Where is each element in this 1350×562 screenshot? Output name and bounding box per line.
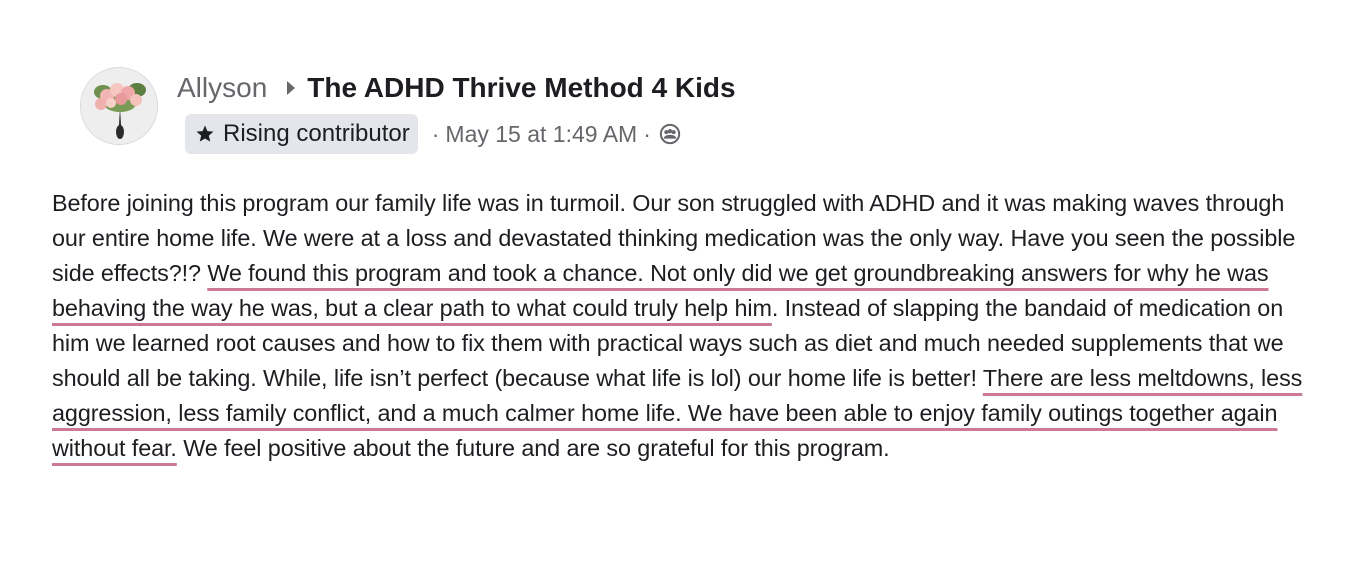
caret-right-icon	[287, 81, 295, 95]
avatar[interactable]	[80, 67, 158, 145]
post-body	[52, 186, 1322, 466]
post-text-segment: Before joining this program our family life was in turmoil. Our son struggled with ADHD and it was making waves through our entire home life. We were at a loss and devastated thinking medication was the only way. Have you seen the possible side effects?!?	[52, 190, 1296, 286]
group-audience-icon[interactable]	[659, 123, 681, 145]
avatar-image	[81, 68, 158, 145]
meta-separator: ·	[431, 120, 440, 147]
star-icon	[195, 124, 215, 144]
group-name[interactable]: The ADHD Thrive Method 4 Kids	[307, 72, 736, 103]
author-name[interactable]: Allyson	[177, 72, 268, 103]
post-text-highlight: There are less meltdowns, less aggression, less family conflict, and a much calmer home life. We have been able to enjoy family outings together again without fear.	[52, 365, 1303, 461]
post-text-segment: We feel positive about the future and are so grateful for this program.	[176, 435, 890, 461]
post-text-highlight: We found this program and took a chance. Not only did we get groundbreaking answers for why he was behaving the way he was, but a clear path to what could truly help him	[52, 260, 1269, 321]
post-meta	[185, 114, 681, 154]
meta-row	[426, 121, 681, 148]
contributor-badge[interactable]	[185, 114, 418, 154]
post-header	[177, 68, 736, 108]
badge-label: Rising contributor	[223, 120, 410, 147]
meta-separator: ·	[643, 120, 651, 147]
post-timestamp[interactable]: May 15 at 1:49 AM	[445, 120, 638, 147]
post-text-segment: . Instead of slapping the bandaid of medication on him we learned root causes and how to fix them with practical ways such as diet and much needed supplements that we should all be taking. While, life isn’t perfect (because what life is lol) our home life is better!	[52, 295, 1284, 391]
